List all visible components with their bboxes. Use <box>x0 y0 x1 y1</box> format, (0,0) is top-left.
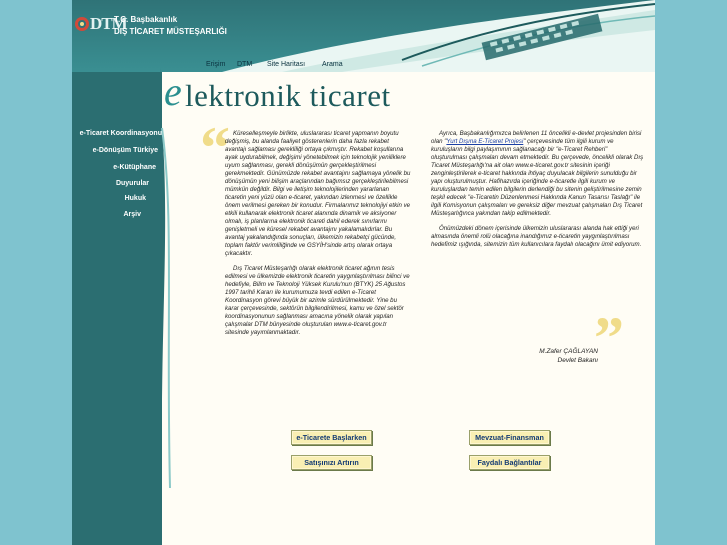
left-paragraph-1: Küreselleşmeyle birlikte, uluslararası ticaret yapmanın boyutu değişmiş, bu alanda faaliyet gösterenlerin daha fazla rekabet avantajı sağlaması gerekliliği ortaya çıkmıştır. Rekabet koşullarına ayak uydurabilmek, değişimi yönetebilmek için teknolojik yeniliklere uyum sağlanması, gerekli dönüşümün gerçekleştirilmesi gerekmektedir. Günümüzde rekabet avantajını sağlamaya yönelik bu dönüşümün yeni bilişim araçlarından bağımsız gerçekleştirilebilmesi mümkün değildir. Bilgi ve iletişim teknolojilerinden yararlanan ticaretin yeni yüzü olan e-ticaret, yakından izlenmesi ve özellikle önem verilmesi gereken bir konudur. Firmalarımız teknolojiyi etkin ve etkili kullanarak elektronik ticaret alanında dinamik ve aksiyoner olmalı, iş planlarına elektronik ticareti dahil ederek sınırlarını genişletmeli ve küresel rekabet avantajını yakalamalıdırlar. Bu avantaj yakalandığında sonuçları, ülkemizin rekabetçi gücünde, toplam faktör verimliliğinde ve GSYİH'sinde artış olarak ortaya çıkacaktır. <box>225 130 411 257</box>
sidebar-item-library[interactable]: e-Kütüphane <box>113 164 156 171</box>
sidebar-item-announcements[interactable]: Duyurular <box>115 180 149 187</box>
org-name-line1: T.C. Başbakanlık <box>114 15 178 24</box>
right-article-column <box>431 130 645 256</box>
page-title-initial: e <box>164 69 182 114</box>
left-paragraph-2: Dış Ticaret Müsteşarlığı olarak elektronik ticaret ağının tesis edilmesi ve ülkemizde elektronik ticaretin yaygınlaştırılması bilinci ve hedefiyle, Bilim ve Teknoloji Yüksek Kurulu'nun (BTYK) 25 Ağustos 1997 tarihli Kararı ile kurumumuza tevdi edilen e-Ticaret Koordinasyon görevi büyük bir azimle sürdürülmektedir. Yine bu karar çerçevesinde, sektörün bilgilendirilmesi, kamu ve özel sektör koordinasyonunun sağlanması amacına yönelik olarak yapılan çalışmalar DTM bünyesinde oluşturulan www.e-ticaret.gov.tr sitesinde yayımlanmaktadır. <box>225 265 410 336</box>
signature-name: M.Zafer ÇAĞLAYAN <box>539 348 598 355</box>
page-title-text: lektronik ticaret <box>185 78 391 113</box>
logo-text: DTM <box>90 14 127 33</box>
header-banner <box>72 0 655 72</box>
legislation-finance-button[interactable]: Mevzuat-Finansman <box>469 430 550 445</box>
nav-search[interactable]: Arama <box>322 61 343 68</box>
signature <box>500 347 598 365</box>
sidebar-item-archive[interactable]: Arşiv <box>123 211 141 218</box>
right-paragraph-1: Ayrıca, Başbakanlığımızca belirlenen 11 öncelikli e-devlet projesinden birisi olan "Yurt Dışına E-Ticaret Projesi" çerçevesinde tüm ilgili kurum ve kuruluşların bilgi paylaşımının sağlanacağı bir "e-Ticaret Rehberi" oluşturulması çalışmaları devam etmektedir. Bu çerçevede, öncelikli olarak Dış Ticaret Müsteşarlığı'na ait olan www.e-ticaret.gov.tr sitesinin içeriği zenginleştirilerek e-ticaret hakkında ihtiyaç duyulacak bilgilerin sunulduğu bir yapı oluşturulmuştur. Hafihazırda içeriğinde e-ticaretle ilgili kurum ve kuruluşlardan temin edilen bilgilerin derlendiği bu sitenin geliştirilmesine zemin teşkil edecek "e-Ticaretin Düzenlenmesi Hakkında Kanun Tasarısı Taslağı" ile ilgili Komisyonun çalışmaları ve gereksiz diğer mevzuat çalışmaları Dış Ticaret Müsteşarlığınca yakından takip edilmektedir. <box>431 130 644 217</box>
ecommerce-start-button[interactable]: e-Ticarete Başlarken <box>291 430 372 445</box>
open-quote-icon: “ <box>200 115 230 181</box>
globe-logo-icon <box>74 16 90 32</box>
useful-links-button[interactable]: Faydalı Bağlantılar <box>469 455 550 470</box>
nav-access[interactable]: Erişim <box>206 61 226 68</box>
nav-dtm[interactable]: DTM <box>237 61 253 68</box>
org-name-line2: DIŞ TİCARET MÜSTEŞARLIĞI <box>114 27 227 36</box>
increase-sales-button[interactable]: Satışınızı Artırın <box>291 455 372 470</box>
right-paragraph-2: Önümüzdeki dönem içerisinde ülkemizin uluslararası alanda hak ettiği yeri almasında önemli rolü olacağına inandığımız e-ticaretin yaygınlaştırılması hedefimiz ışığında, sitemizin tüm kullanıcılara faydalı olacağını ümit ediyorum. <box>431 225 642 248</box>
sidebar-item-transformation-turkey[interactable]: e-Dönüşüm Türkiye <box>92 147 158 154</box>
page-frame <box>72 0 655 545</box>
left-article-column <box>225 130 411 344</box>
signature-title: Devlet Bakanı <box>557 357 598 364</box>
sidebar-item-law[interactable]: Hukuk <box>124 195 146 202</box>
sidebar-item-ecommerce-coordination[interactable]: e-Ticaret Koordinasyonu <box>79 130 162 137</box>
project-link[interactable]: Yurt Dışına E-Ticaret Projesi <box>446 138 524 145</box>
sidebar <box>72 0 162 545</box>
close-quote-icon: ” <box>594 305 624 371</box>
nav-sitemap[interactable]: Site Haritası <box>267 61 306 68</box>
